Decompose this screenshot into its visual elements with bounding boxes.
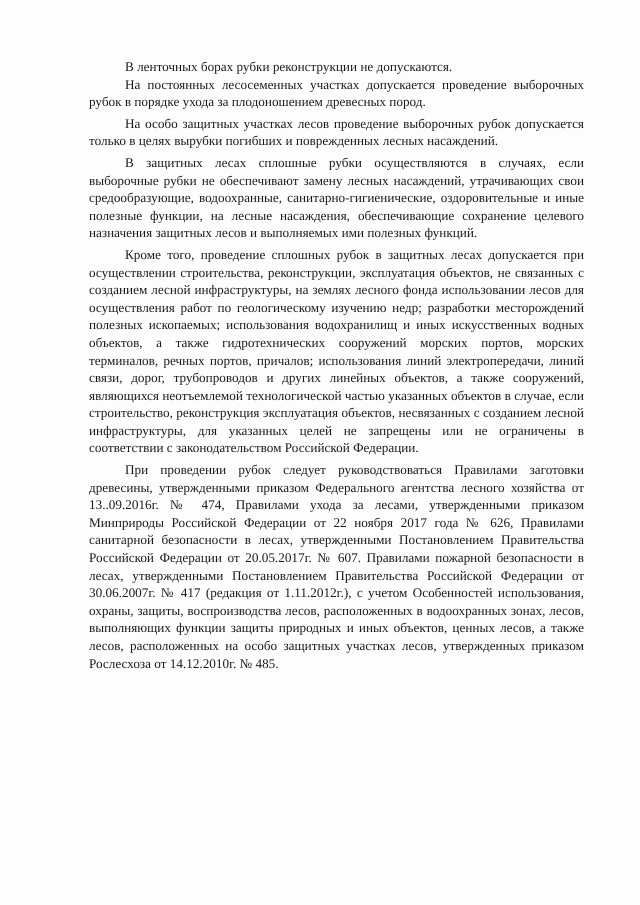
paragraph-clear-cutting: В защитных лесах сплошные рубки осуществляются в случаях, если выборочные рубки не обеспечивают замену лесных насаждений, утрачивающих свои средообразующие, водоохранные, санитарно-гигиенические, оздоровительные и иные полезные функции, на лесные насаждения, обеспечивающие сохранение целевого назначения защитных лесов и выполняемых ими полезных функций. (89, 154, 584, 241)
paragraph-protected-plots: На особо защитных участках лесов проведение выборочных рубок допускается только в целях вырубки погибших и поврежденных лесных насаждений. (89, 115, 584, 149)
document-body (89, 58, 584, 672)
paragraph-regulations: При проведении рубок следует руководствоваться Правилами заготовки древесины, утвержденными приказом Федерального агентства лесного хозяйства от 13..09.2016г. № 474, Правилами ухода за лесами, утвержденными приказом Минприроды Российской Федерации от 22 ноября 2017 года № 626, Правилами санитарной безопасности в лесах, утвержденными Постановлением Правительства Российской Федерации от 20.05.2017г. № 607. Правилами пожарной безопасности в лесах, утвержденными Постановлением Правительства Российской Федерации от 30.06.2007г. № 417 (редакция от 1.11.2012г.), с учетом Особенностей использования, охраны, защиты, воспроизводства лесов, расположенных в водоохранных зонах, лесов, выполняющих функции защиты природных и иных объектов, ценных лесов, а также лесов, расположенных на особо защитных участках лесов, утвержденных приказом Рослесхоза от 14.12.2010г. № 485. (89, 462, 584, 671)
paragraph-construction: Кроме того, проведение сплошных рубок в защитных лесах допускается при осуществлении строительства, реконструкции, эксплуатация объектов, не связанных с созданием лесной инфраструктуры, на землях лесного фонда использовании лесов для осуществления работ по геологическому изучению недр; разработки месторождений полезных ископаемых; использования водохранилищ и иных искусственных водных объектов, а также гидротехнических сооружений морских портов, морских терминалов, речных портов, причалов; использования линий электропередачи, линий связи, дорог, трубопроводов и других линейных объектов, а также сооружений, являющихся неотъемлемой технологической частью указанных объектов в случае, если строительство, реконструкция эксплуатация объектов, несвязанных с созданием лесной инфраструктуры, для указанных целей не запрещены или не ограничены в соответствии с законодательством Российской Федерации. (89, 246, 584, 456)
paragraph-seed-plots: На постоянных лесосеменных участках допускается проведение выборочных рубок в порядке ухода за плодоношением древесных пород. (89, 76, 584, 110)
paragraph-ribbon-forests: В ленточных борах рубки реконструкции не допускаются. (125, 59, 453, 74)
